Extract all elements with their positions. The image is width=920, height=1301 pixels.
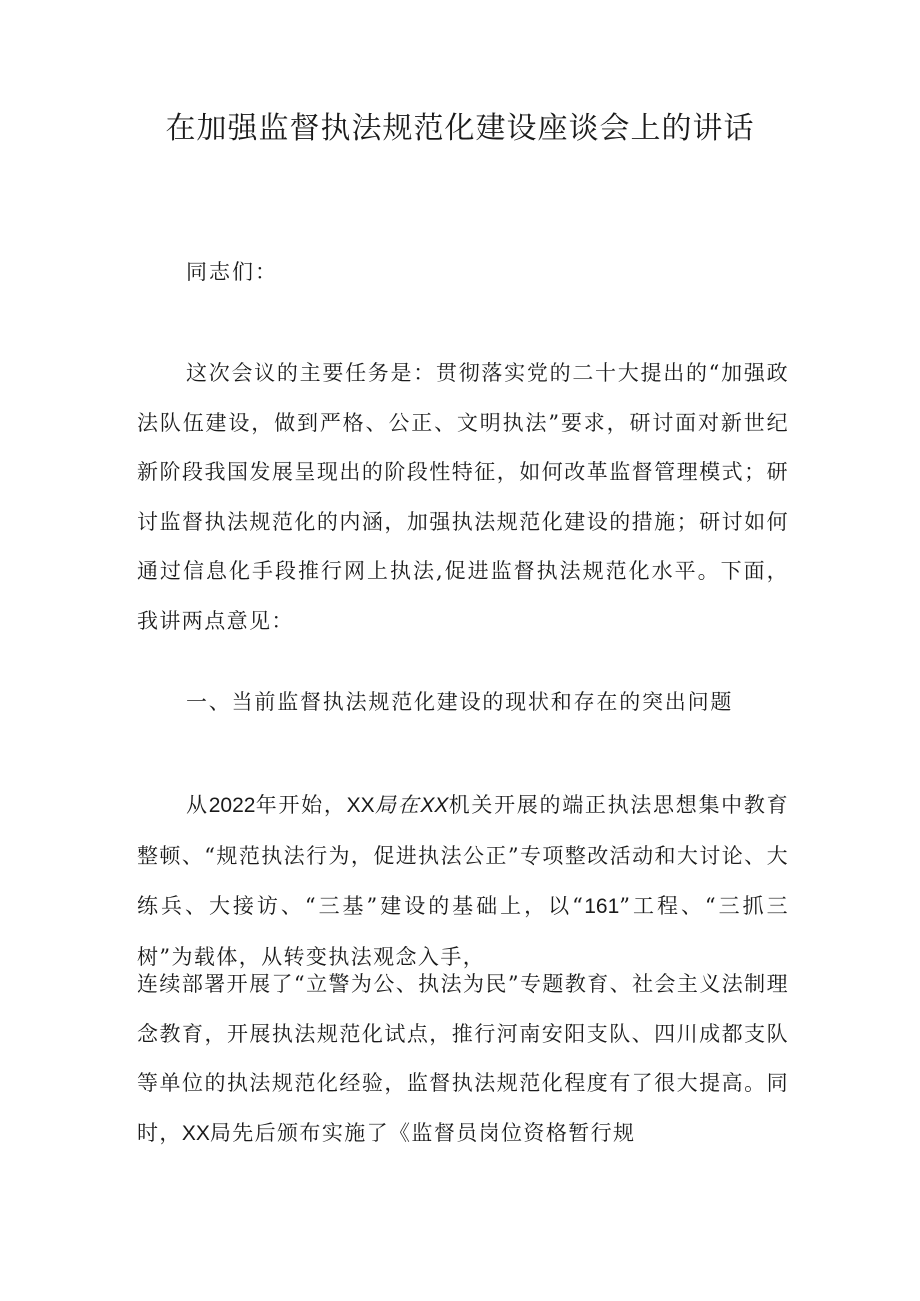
section-heading-1: 一、当前监督执法规范化建设的现状和存在的突出问题 xyxy=(186,690,734,714)
text-run: 从 xyxy=(186,793,209,817)
paragraph-deployment xyxy=(137,960,789,1158)
text-run-italic: 局在 xyxy=(374,793,421,817)
project-number: 161 xyxy=(584,895,620,918)
document-title: 在加强监督执法规范化建设座谈会上的讲话 xyxy=(165,111,755,146)
text-run: 年开始， xyxy=(255,793,347,817)
text-run: 连续部署开展了“立警为公、执法为民”专题教育、社会主义法制理念教育，开展执法规范化试点，推行河南安阳支队、四川成都支队等单位的执法规范化经验，监督执法规范化程度有了很大提高。同时， xyxy=(137,972,789,1145)
year-value: 2022 xyxy=(208,794,256,817)
salutation: 同志们： xyxy=(186,260,278,284)
paragraph-progress xyxy=(137,780,789,982)
org-placeholder: XX xyxy=(420,794,449,817)
text-run: ”工程、“三抓三树”为载体，从转变执法观念入手， xyxy=(137,894,789,969)
org-placeholder: XX xyxy=(181,1121,210,1145)
text-run: 局先后颁布实施了《监督员岗位资格暂行规 xyxy=(209,1120,636,1145)
paragraph-meeting-tasks: 这次会议的主要任务是：贯彻落实党的二十大提出的“加强政法队伍建设，做到严格、公正、文明执法”要求，研讨面对新世纪新阶段我国发展呈现出的阶段性特征，如何改革监督管理模式；研讨监督执法规范化的内涵，加强执法规范化建设的措施；研讨如何通过信息化手段推行网上执法,促进监督执法规范化水平。下面，我讲两点意见： xyxy=(137,361,789,633)
org-placeholder: XX xyxy=(346,794,375,817)
text-run: 机关开展的端正执法思想集中教育整顿、“规范执法行为，促进执法公正”专项整改活动和大讨论、大练兵、大接访、“三基”建设的基础上，以“ xyxy=(137,793,789,918)
